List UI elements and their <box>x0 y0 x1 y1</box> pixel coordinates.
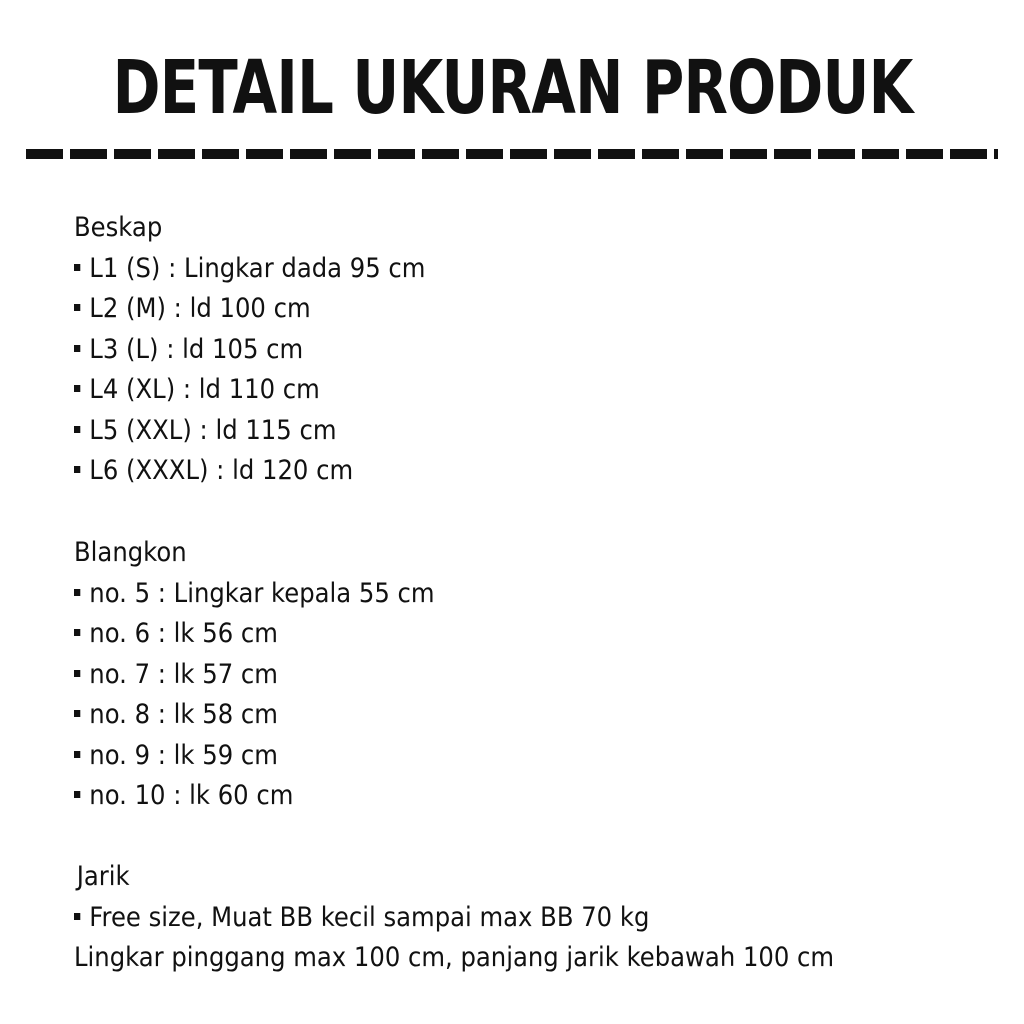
list-item-text: no. 5 : Lingkar kepala 55 cm <box>89 577 435 609</box>
list-item <box>74 330 425 371</box>
list-item <box>74 614 435 655</box>
list-item <box>74 574 435 615</box>
section-heading: Blangkon <box>74 537 187 568</box>
section-heading: Jarik <box>76 861 130 892</box>
list-item <box>74 655 435 696</box>
list-item-text: L4 (XL) : ld 110 cm <box>89 374 320 405</box>
list-item-text: L6 (XXXL) : ld 120 cm <box>89 455 354 486</box>
bullet-icon <box>74 264 80 271</box>
bullet-icon <box>74 345 80 352</box>
list-item <box>74 451 425 492</box>
bullet-icon <box>74 751 80 758</box>
list-item <box>74 736 435 777</box>
section-heading: Beskap <box>74 212 163 243</box>
bullet-icon <box>74 426 80 433</box>
bullet-icon <box>74 670 80 677</box>
bullet-icon <box>74 629 80 636</box>
list-item-text: L5 (XXL) : ld 115 cm <box>89 414 337 446</box>
section-jarik <box>74 857 919 979</box>
bullet-icon <box>74 589 80 596</box>
bullet-icon <box>74 913 80 920</box>
list-item-text: no. 8 : lk 58 cm <box>89 699 278 730</box>
list-item-text: L2 (M) : ld 100 cm <box>89 293 311 324</box>
list-item <box>74 898 834 939</box>
dashed-divider <box>26 149 998 159</box>
bullet-icon <box>74 304 80 311</box>
list-item-text: no. 10 : lk 60 cm <box>89 780 294 811</box>
list-item-text: L1 (S) : Lingkar dada 95 cm <box>89 252 426 284</box>
list-item-text: no. 9 : lk 59 cm <box>89 739 278 771</box>
list-item <box>74 776 435 817</box>
list-item <box>74 695 435 736</box>
list-item <box>74 411 425 452</box>
list-item-text: no. 6 : lk 56 cm <box>89 618 278 649</box>
list-item-text: Free size, Muat BB kecil sampai max BB 70 kg <box>89 901 650 933</box>
list-item-text: no. 7 : lk 57 cm <box>89 658 278 690</box>
list-item <box>74 249 425 290</box>
list-item <box>74 370 425 411</box>
page-title: DETAIL UKURAN PRODUK <box>112 45 913 131</box>
bullet-icon <box>74 791 80 798</box>
list-item <box>74 289 425 330</box>
section-beskap <box>74 208 465 492</box>
bullet-icon <box>74 710 80 717</box>
section-note: Lingkar pinggang max 100 cm, panjang jarik kebawah 100 cm <box>74 942 835 973</box>
section-blangkon <box>74 533 475 817</box>
bullet-icon <box>74 385 80 392</box>
list-item-text: L3 (L) : ld 105 cm <box>89 333 304 365</box>
bullet-icon <box>74 466 80 473</box>
